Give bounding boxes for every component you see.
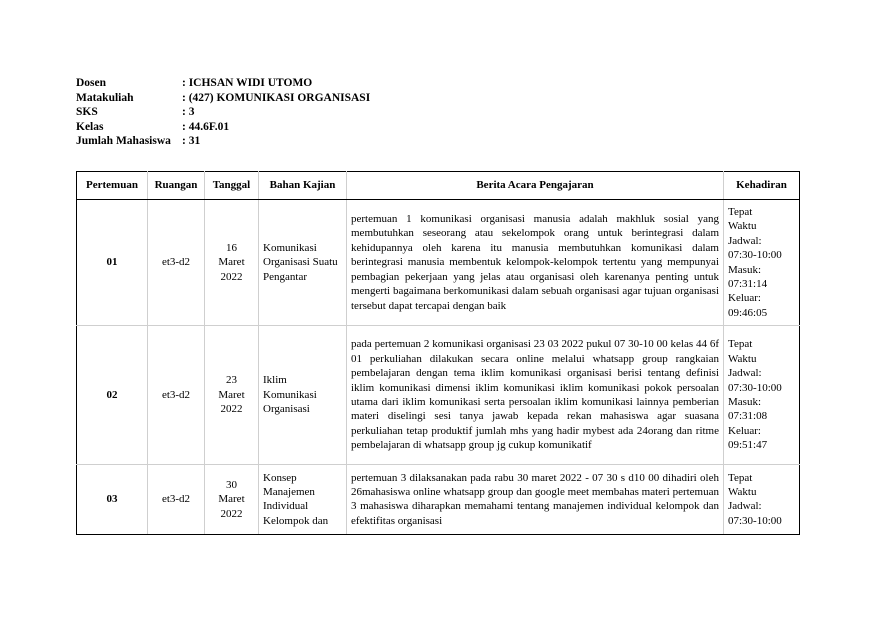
- kehadiran-status-2: Waktu: [728, 485, 757, 498]
- header-row-kelas: [76, 120, 370, 135]
- cell-kehadiran: [724, 465, 800, 535]
- tanggal-month: Maret: [218, 256, 245, 269]
- cell-pertemuan: 01: [77, 200, 148, 326]
- kelas-label: Kelas: [76, 120, 104, 133]
- table-row: [77, 326, 800, 465]
- header-row-dosen: [76, 76, 370, 91]
- cell-bahan-kajian: Komunikasi Organisasi Suatu Pengantar: [259, 200, 347, 326]
- berita-acara-text: pertemuan 3 dilaksanakan pada rabu 30 maret 2022 - 07 30 s d10 00 dihadiri oleh 26mahasiswa online whatsapp group dan google meet membahas materi pertemuan 3 mahasiswa diharapkan memahami tentang manajemen individual kelompok dan efektifitas organisasi: [351, 471, 719, 527]
- jumlah-value: : 31: [182, 135, 201, 147]
- table-row: [77, 200, 800, 326]
- cell-tanggal: [205, 200, 259, 326]
- kehadiran-status-1: Tepat: [728, 338, 753, 351]
- column-header-ruangan: Ruangan: [148, 172, 205, 200]
- kehadiran-jadwal-label: Jadwal:: [728, 234, 762, 247]
- kehadiran-masuk: 07:31:08: [728, 410, 768, 423]
- column-header-berita-acara: Berita Acara Pengajaran: [347, 172, 724, 200]
- column-header-bahan-kajian: Bahan Kajian: [259, 172, 347, 200]
- cell-ruangan: et3-d2: [148, 326, 205, 465]
- table-header-row: [77, 172, 800, 200]
- cell-pertemuan: 03: [77, 465, 148, 535]
- cell-bahan-kajian: [259, 465, 347, 535]
- tanggal-year: 2022: [220, 507, 243, 520]
- berita-acara-table: [76, 171, 800, 535]
- kehadiran-keluar: 09:46:05: [728, 306, 768, 319]
- kehadiran-jadwal-label: Jadwal:: [728, 500, 762, 513]
- dosen-label: Dosen: [76, 77, 107, 89]
- course-header: [76, 76, 370, 149]
- tanggal-day: 30: [226, 478, 237, 491]
- kehadiran-masuk-label: Masuk:: [728, 396, 761, 408]
- header-row-sks: [76, 105, 370, 120]
- tanggal-day: 23: [226, 374, 237, 387]
- table-row: [77, 465, 800, 535]
- cell-bahan-kajian: Iklim Komunikasi Organisasi: [259, 326, 347, 465]
- cell-tanggal: [205, 326, 259, 465]
- cell-kehadiran: [724, 326, 800, 465]
- kehadiran-block: [728, 471, 795, 529]
- tanggal-month: Maret: [218, 493, 245, 506]
- column-header-pertemuan: Pertemuan: [77, 172, 148, 200]
- tanggal-year: 2022: [220, 403, 243, 416]
- dosen-value: : ICHSAN WIDI UTOMO: [182, 77, 313, 89]
- kehadiran-status-2: Waktu: [728, 352, 757, 365]
- matakuliah-label: Matakuliah: [76, 91, 134, 104]
- kehadiran-keluar-label: Keluar:: [728, 424, 761, 437]
- column-header-kehadiran: Kehadiran: [724, 172, 800, 200]
- jumlah-label: Jumlah Mahasiswa: [76, 135, 171, 147]
- cell-tanggal: [205, 465, 259, 535]
- column-header-tanggal: Tanggal: [205, 172, 259, 200]
- sks-value: : 3: [182, 106, 195, 118]
- kehadiran-jadwal-label: Jadwal:: [728, 367, 762, 380]
- header-row-jumlah: [76, 134, 370, 149]
- cell-berita-acara: [347, 465, 724, 535]
- tanggal-month: Maret: [218, 388, 245, 401]
- kehadiran-masuk: 07:31:14: [728, 277, 768, 290]
- tanggal-year: 2022: [220, 270, 243, 283]
- kehadiran-status-1: Tepat: [728, 471, 753, 484]
- kehadiran-status-2: Waktu: [728, 220, 757, 233]
- kehadiran-masuk-label: Masuk:: [728, 263, 761, 276]
- sks-label: SKS: [76, 106, 98, 118]
- cell-berita-acara: pertemuan 1 komunikasi organisasi manusia adalah makhluk sosial yang membutuhkan seseorang atau sekelompok orang untuk berintegrasi dalam kehidupannya oleh karena itu manusia membutuhkan komunikasi dalam berintegrasi manusia membentuk kelompok-kelompok tertentu yang mempunyai pembagian pekerjaan yang jelas atau organisasi oleh karenanya penting untuk mengerti bagaimana berkomunikasi dalam sebuah organisasi agar tujuan organisasi tersebut dapat tercapai dengan baik: [347, 200, 724, 326]
- kehadiran-jadwal: 07:30-10:00: [728, 514, 782, 527]
- kehadiran-jadwal: 07:30-10:00: [728, 249, 782, 262]
- cell-pertemuan: 02: [77, 326, 148, 465]
- cell-ruangan: et3-d2: [148, 200, 205, 326]
- cell-ruangan: et3-d2: [148, 465, 205, 535]
- header-row-matakuliah: [76, 91, 370, 106]
- kehadiran-status-1: Tepat: [728, 205, 753, 218]
- kehadiran-jadwal: 07:30-10:00: [728, 381, 782, 394]
- cell-kehadiran: [724, 200, 800, 326]
- kelas-value: : 44.6F.01: [182, 120, 230, 133]
- matakuliah-value: : (427) KOMUNIKASI ORGANISASI: [182, 91, 371, 104]
- cell-berita-acara: pada pertemuan 2 komunikasi organisasi 23 03 2022 pukul 07 30-10 00 kelas 44 6f 01 perkuliahan dilakukan secara online melalui whatsapp group rangkaian pembelajaran dengan tema iklim komunikasi organisasi berisi tentang definisi iklim komunikasi dimensi iklim komunikasi iklim komunikasi pokok persoalan utama dari iklim komunikasi serta persoalan iklim komunikasi lainnya pemberian materi diselingi sesi tanya jawab kepada rekan mahasiswa agar suasana perkuliahan tetap produktif jumlah mhs yang hadir mybest ada 24orang dan ritme pembelajaran di whatsapp group jg cukup komunikatif: [347, 326, 724, 465]
- kehadiran-keluar: 09:51:47: [728, 439, 768, 452]
- bahan-kajian-text: Konsep Manajemen Individual Kelompok dan: [263, 471, 329, 527]
- kehadiran-keluar-label: Keluar:: [728, 292, 761, 305]
- tanggal-day: 16: [226, 241, 237, 254]
